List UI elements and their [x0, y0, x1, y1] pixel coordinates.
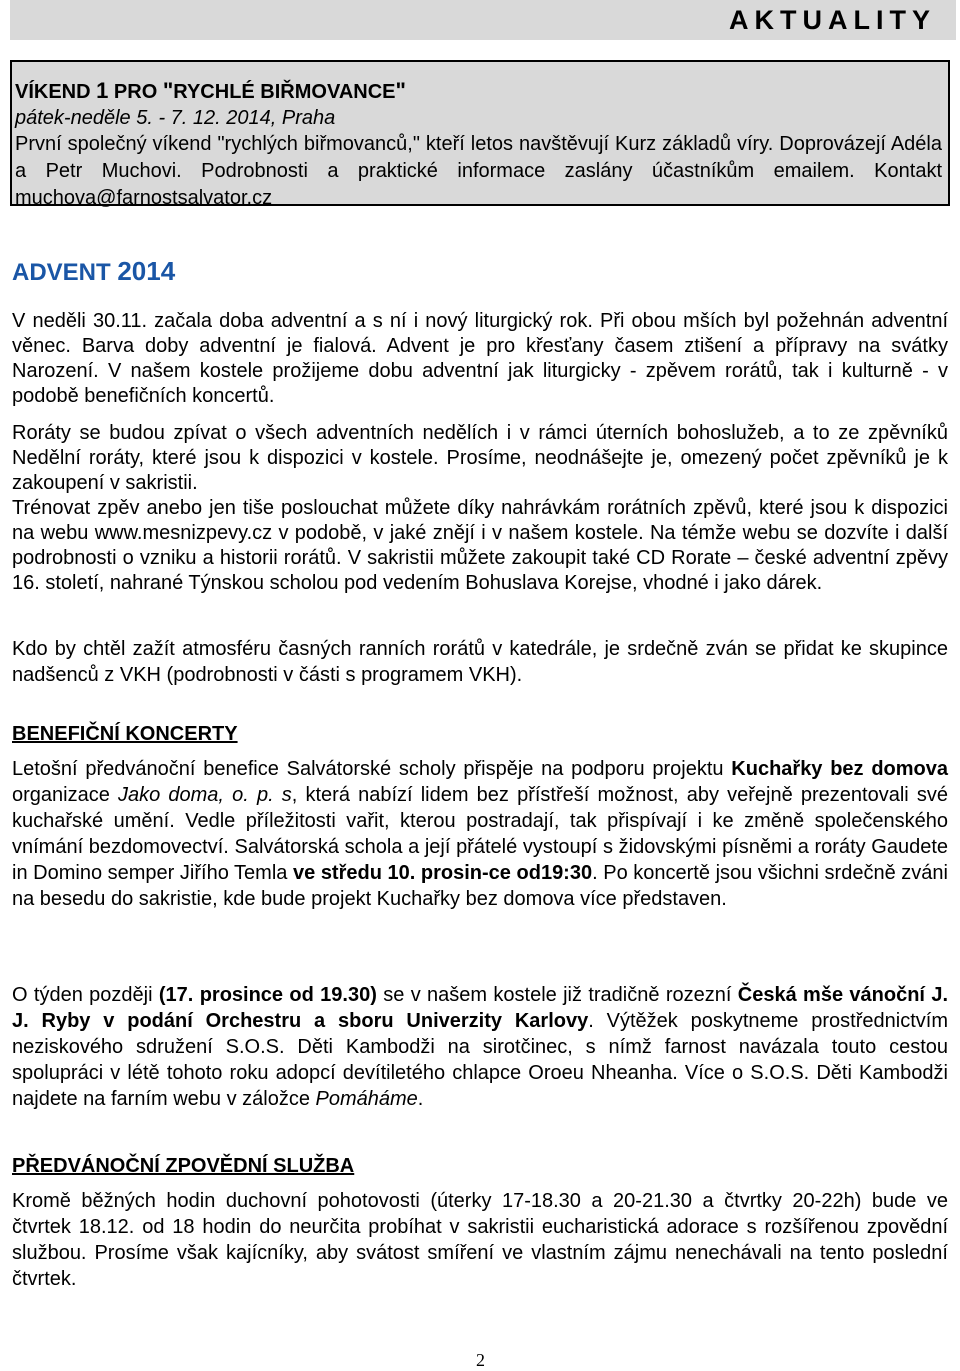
- page-title: AKTUALITY: [729, 5, 936, 35]
- confession-paragraph: Kromě běžných hodin duchovní pohotovosti (úterky 17-18.30 a 20-21.30 a čtvrtky 20-22h) bude ve čtvrtek 18.12. od 18 hodin do neurčita probíhat v sakristii eucharistická adorace s rozšířenou zpovědní službou. Prosíme však kajícníky, aby svátost smíření ve vlastním zájmu nenechávali na tento poslední čtvrtek.: [12, 1190, 948, 1290]
- weekend-date: pátek-neděle 5. - 7. 12. 2014, Praha: [15, 107, 336, 129]
- advent-paragraph-2: Roráty se budou zpívat o všech adventních nedělích i v rámci úterních bohoslužeb, a to ze zpěvníků Nedělní roráty, které jsou k dispozici v kostele. Prosíme, neodnášejte je, omezený počet zpěvníků je k zakoupení v sakristii.: [12, 422, 948, 494]
- page-number: 2: [476, 1350, 485, 1370]
- confession-heading: PŘEDVÁNOČNÍ ZPOVĚDNÍ SLUŽBA: [12, 1155, 355, 1177]
- advent-paragraph-3: Trénovat zpěv anebo jen tiše poslouchat můžete díky nahrávkám rorátních zpěvů, které jsou k dispozici na webu www.mesnizpevy.cz v podobě, v jaké znějí i v našem kostele. Na témže webu se dozvíte i další podrobnosti o vzniku a historii rorátů. V sakristii můžete zakoupit také CD Rorate – české adventní zpěvy 16. století, nahrané Týnskou scholou pod vedením Bohuslava Korejse, vhodné i jako dárek.: [12, 497, 948, 594]
- benefice-heading: BENEFIČNÍ KONCERTY: [12, 723, 238, 745]
- advent-heading: ADVENT 2014: [12, 256, 176, 286]
- header-bar: [10, 0, 956, 40]
- weekend-title: VÍKEND 1 PRO "RYCHLÉ BIŘMOVANCE": [15, 78, 406, 103]
- weekend-box: [10, 60, 950, 209]
- weekend-text: První společný víkend "rychlých biřmovanců," kteří letos navštěvují Kurz základů víry. Doprovázejí Adéla a Petr Muchovi. Podrobnosti a praktické informace zaslány účastníkům emailem. Kontakt muchova@farnostsalvator.cz: [15, 133, 942, 209]
- advent-paragraph-4: Kdo by chtěl zažít atmosféru časných ranních rorátů v katedrále, je srdečně zván se přidat ke skupince nadšenců z VKH (podrobnosti v části s programem VKH).: [12, 638, 948, 686]
- advent-paragraph-1: V neděli 30.11. začala doba adventní a s ní i nový liturgický rok. Při obou mších byl požehnán adventní věnec. Barva doby adventní je fialová. Advent je pro křesťany časem ztišení a přípravy na svátky Narození. V našem kostele prožijeme dobu adventní jak liturgicky - zpěvem rorátů, tak i kulturně - v podobě benefičních koncertů.: [12, 310, 948, 407]
- benefice-paragraph-1: Letošní předvánoční benefice Salvátorské scholy přispěje na podporu projektu Kuchařky bez domova organizace Jako doma, o. p. s, která nabízí lidem bez přístřeší možnost, aby veřejně prezentovali své kuchařské umění. Vedle příležitosti vařit, kterou postradají, tak přispívají i ke změně společenského vnímání bezdomovectví. Salvátorská schola a její přátelé vystoupí s židovskými písněmi a roráty Gaudete in Domino semper Jiřího Temla ve středu 10. prosin-ce od19:30. Po koncertě jsou všichni srdečně zváni na besedu do sakristie, kde bude projekt Kuchařky bez domova více představen.: [12, 758, 949, 910]
- benefice-paragraph-2: O týden později (17. prosince od 19.30) se v našem kostele již tradičně rozezní Česká mše vánoční J. J. Ryby v podání Orchestru a sboru Univerzity Karlovy. Výtěžek poskytneme prostřednictvím neziskového sdružení S.O.S. Děti Kambodži na sirotčinec, s nímž farnost navázala touto cestou spolupráci v létě tohoto roku adopcí devítiletého chlapce Oroeu Nheanha. Více o S.O.S. Děti Kambodži najdete na farním webu v záložce Pomáháme.: [12, 984, 949, 1110]
- advent-section: [12, 256, 948, 288]
